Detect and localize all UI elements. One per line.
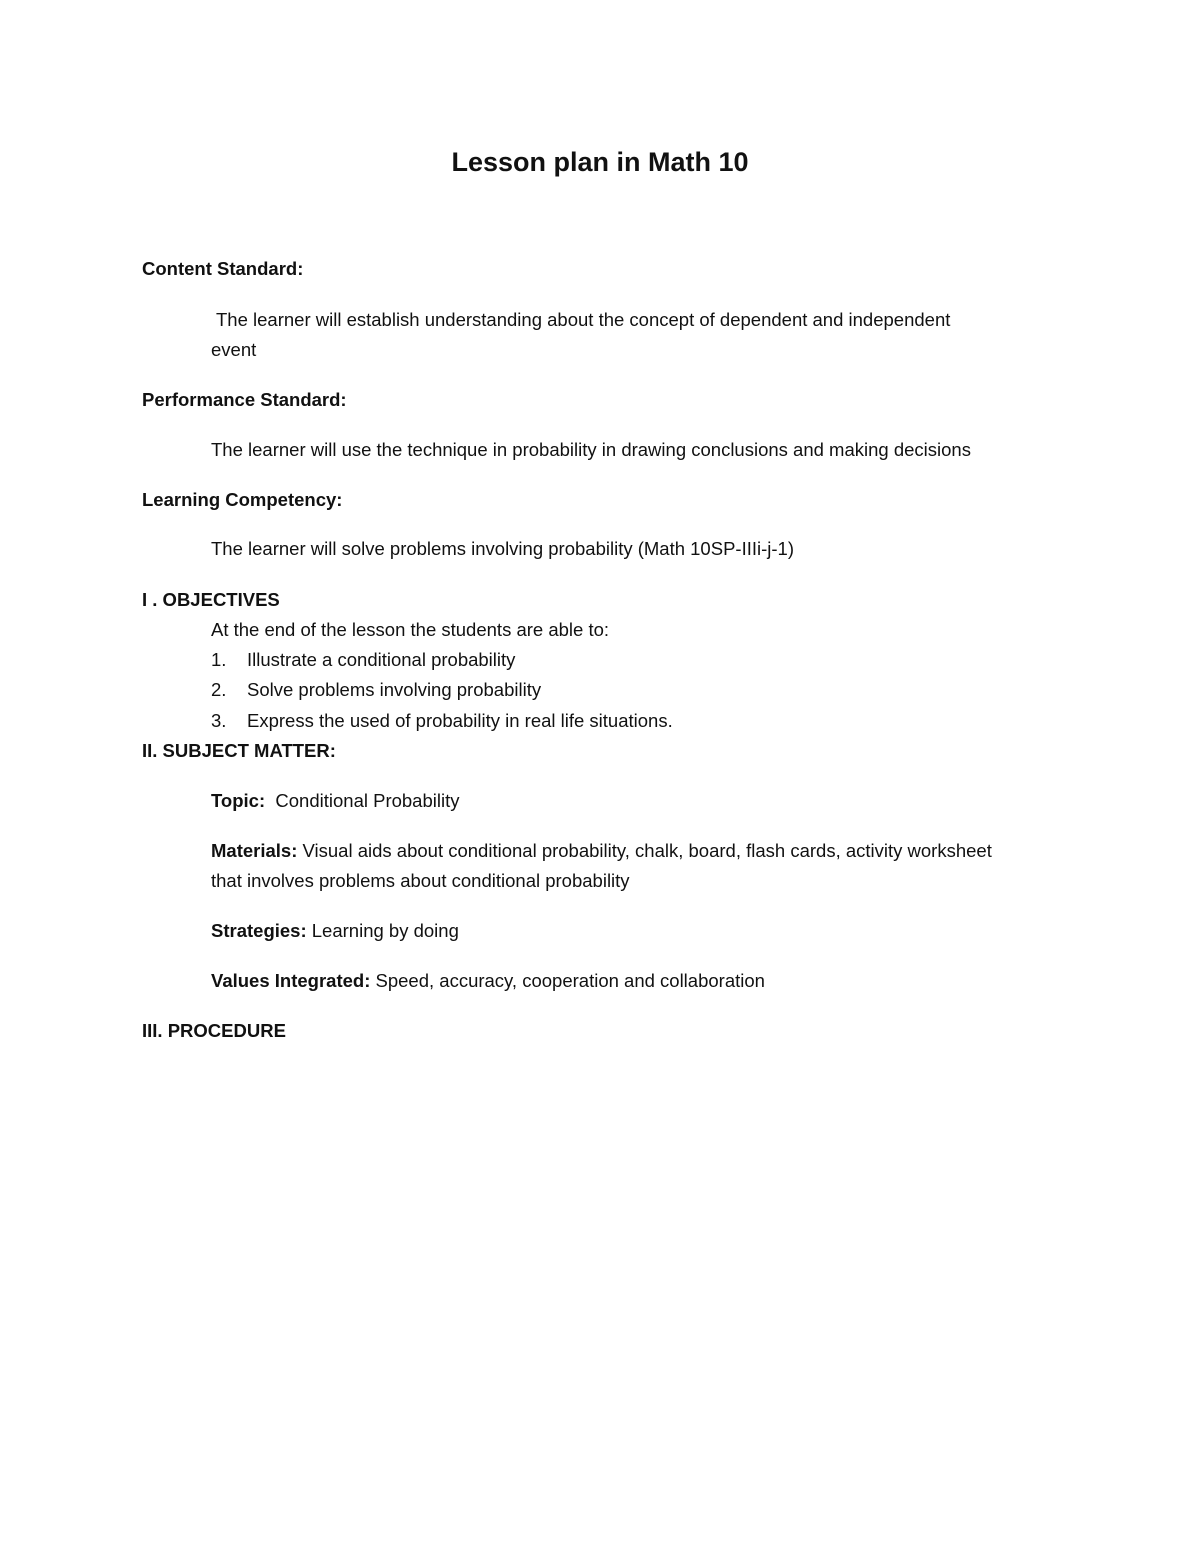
topic-row bbox=[211, 786, 460, 816]
strategies-value: Learning by doing bbox=[311, 920, 459, 941]
topic-value: Conditional Probability bbox=[275, 790, 460, 811]
objective-number: 2. bbox=[211, 679, 227, 700]
performance-standard-text: The learner will use the technique in probability in drawing conclusions and making decisions bbox=[211, 439, 971, 460]
objective-item: Illustrate a conditional probability bbox=[247, 649, 516, 670]
performance-standard-heading: Performance Standard: bbox=[142, 389, 347, 410]
materials-value-line2: that involves problems about conditional probability bbox=[211, 870, 630, 891]
objective-item: Express the used of probability in real life situations. bbox=[247, 710, 673, 731]
values-row bbox=[211, 966, 765, 996]
content-standard-text-line2: event bbox=[211, 339, 257, 360]
objective-number: 1. bbox=[211, 649, 227, 670]
content-standard-text-line1: The learner will establish understanding about the concept of dependent and independent bbox=[216, 309, 951, 330]
objectives-heading: I . OBJECTIVES bbox=[142, 589, 280, 610]
objectives-intro: At the end of the lesson the students are able to: bbox=[211, 619, 610, 640]
objective-item: Solve problems involving probability bbox=[247, 679, 542, 700]
values-label: Values Integrated: bbox=[211, 970, 371, 991]
materials-row bbox=[211, 836, 992, 866]
learning-competency-heading: Learning Competency: bbox=[142, 489, 343, 510]
strategies-label: Strategies: bbox=[211, 920, 307, 941]
materials-label: Materials: bbox=[211, 840, 298, 861]
content-standard-heading: Content Standard: bbox=[142, 258, 304, 279]
materials-value-line1: Visual aids about conditional probability, chalk, board, flash cards, activity worksheet bbox=[302, 840, 992, 861]
procedure-heading: III. PROCEDURE bbox=[142, 1020, 286, 1041]
values-value: Speed, accuracy, cooperation and collaboration bbox=[375, 970, 765, 991]
learning-competency-text: The learner will solve problems involving probability (Math 10SP-IIIi-j-1) bbox=[211, 538, 794, 559]
objective-number: 3. bbox=[211, 710, 227, 731]
topic-label: Topic: bbox=[211, 790, 266, 811]
page-title: Lesson plan in Math 10 bbox=[451, 147, 749, 177]
subject-matter-heading: II. SUBJECT MATTER: bbox=[142, 740, 336, 761]
strategies-row bbox=[211, 916, 459, 946]
